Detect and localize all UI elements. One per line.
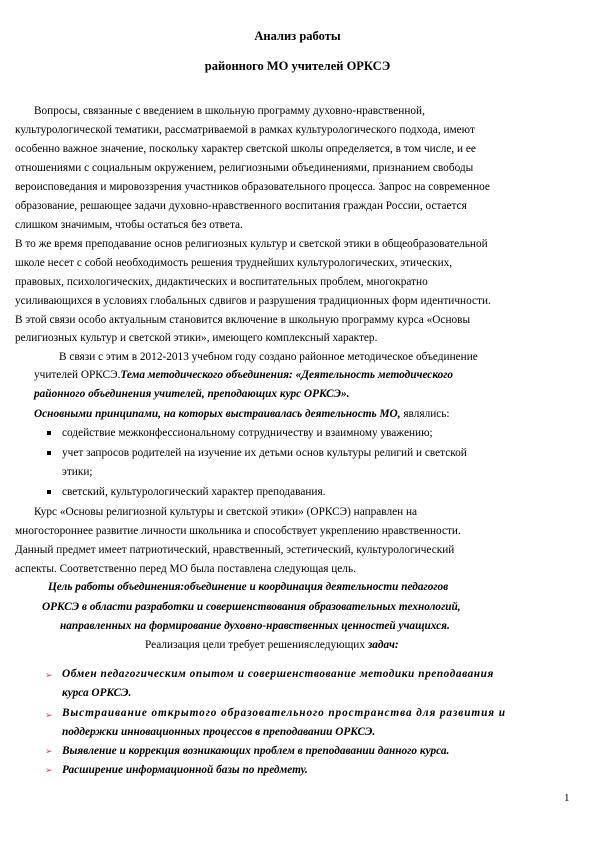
principles-bold: Основными принципами, на которых выстраивалась деятельность МО, [34,408,401,420]
p3-topic-cont: районного объединения учителей, преподающих курс ОРКСЭ». [34,388,350,400]
p2-line: В то же время преподавание основ религиозных культур и светской этики в общеобразовательной [15,238,488,250]
doc-subtitle: районного МО учителей ОРКСЭ [204,59,391,73]
principles-plain: являлись: [400,408,450,420]
square-bullet-icon [47,451,51,455]
task-item-cont: курса ОРКСЭ. [62,687,132,699]
goal-line: направленных на формирование духовно-нравственных ценностей учащихся. [60,620,450,632]
p4-line: Курс «Основы религиозной культуры и светской этики» (ОРКСЭ) направлен на [34,506,418,518]
p2-line: правовых, психологических, дидактических и воспитательных проблем, многократно [15,276,428,288]
goal-line: Цель работы объединения:объединение и координация деятельности педагогов [48,581,449,593]
task-item: Выявление и коррекция возникающих проблем в преподавании данного курса. [62,745,450,757]
p1-line: слишком значимым, чтобы остаться без ответа. [15,219,243,231]
p2-line: В этой связи особо актуальным становится включение в школьную программу курса «Основы [15,314,471,326]
arrow-bullet-icon: ➢ [45,670,53,680]
tasks-plain: Реализация цели требует решенияследующих [145,639,368,651]
p3-plain: учителей ОРКСЭ. [34,369,121,381]
p1-line: образование, решающее задачи духовно-нравственного воспитания граждан России, остается [15,200,467,212]
principle-item: содействие межконфессиональному сотрудничеству и взаимному уважению; [62,427,433,439]
p3-topic: Тема методического объединения: «Деятельность методического [120,369,454,381]
tasks-heading [145,638,399,652]
principle-item: светский, культурологический характер преподавания. [62,486,326,498]
task-item-cont: поддержки инновационных процессов в преподавании ОРКСЭ. [62,726,376,738]
doc-title: Анализ работы [254,29,341,43]
principles-heading [34,407,450,421]
goal-line: ОРКСЭ в области разработки и совершенствования образовательных технологий, [42,601,461,613]
p2-line: усиливающихся в условиях глобальных сдвигов и разрушения традиционных форм идентичности. [15,295,491,307]
arrow-bullet-icon: ➢ [45,746,53,756]
square-bullet-icon [47,490,51,494]
p3-line: В связи с этим в 2012-2013 учебном году создано районное методическое объединение [59,351,478,363]
task-item: Выстраивание открытого образовательного пространства для развития и [62,707,506,719]
p1-line: отношениями с социальным окружением, религиозными объединениями, признанием свободы [15,162,474,174]
p4-line: многостороннее развитие личности школьника и способствует укреплению нравственности. [15,525,461,537]
p4-line: аспекты. Соответственно перед МО была поставлена следующая цель. [15,563,356,575]
p2-line: школе несет с собой необходимость решения труднейших культурологических, этических, [15,257,453,269]
task-item: Расширение информационной базы по предмету. [62,764,308,776]
p1-line: культурологической тематики, рассматриваемой в рамках культурологического подхода, имеют [15,124,475,136]
task-item: Обмен педагогическим опытом и совершенствование методики преподавания [62,668,494,680]
p1-line: Вопросы, связанные с введением в школьную программу духовно-нравственной, [34,105,425,117]
principle-item-cont: этики; [62,466,93,478]
p1-line: особенно важное значение, поскольку характер светской школы определяется, в том числе, и ее [15,143,476,155]
arrow-bullet-icon: ➢ [45,765,53,775]
p3-line [34,368,453,382]
arrow-bullet-icon: ➢ [45,710,53,720]
p2-line: религиозных культур и светской этики», имеющего комплексный характер. [15,332,378,344]
p4-line: Данный предмет имеет патриотический, нравственный, эстетический, культурологический [15,544,455,556]
page-number: 1 [564,792,570,804]
square-bullet-icon [47,431,51,435]
p1-line: вероисповедания и мировоззрения участников образовательного процесса. Запрос на современное [15,181,490,193]
principle-item: учет запросов родителей на изучение их детьми основ культуры религий и светской [62,447,467,459]
tasks-bold: задач: [367,639,399,651]
